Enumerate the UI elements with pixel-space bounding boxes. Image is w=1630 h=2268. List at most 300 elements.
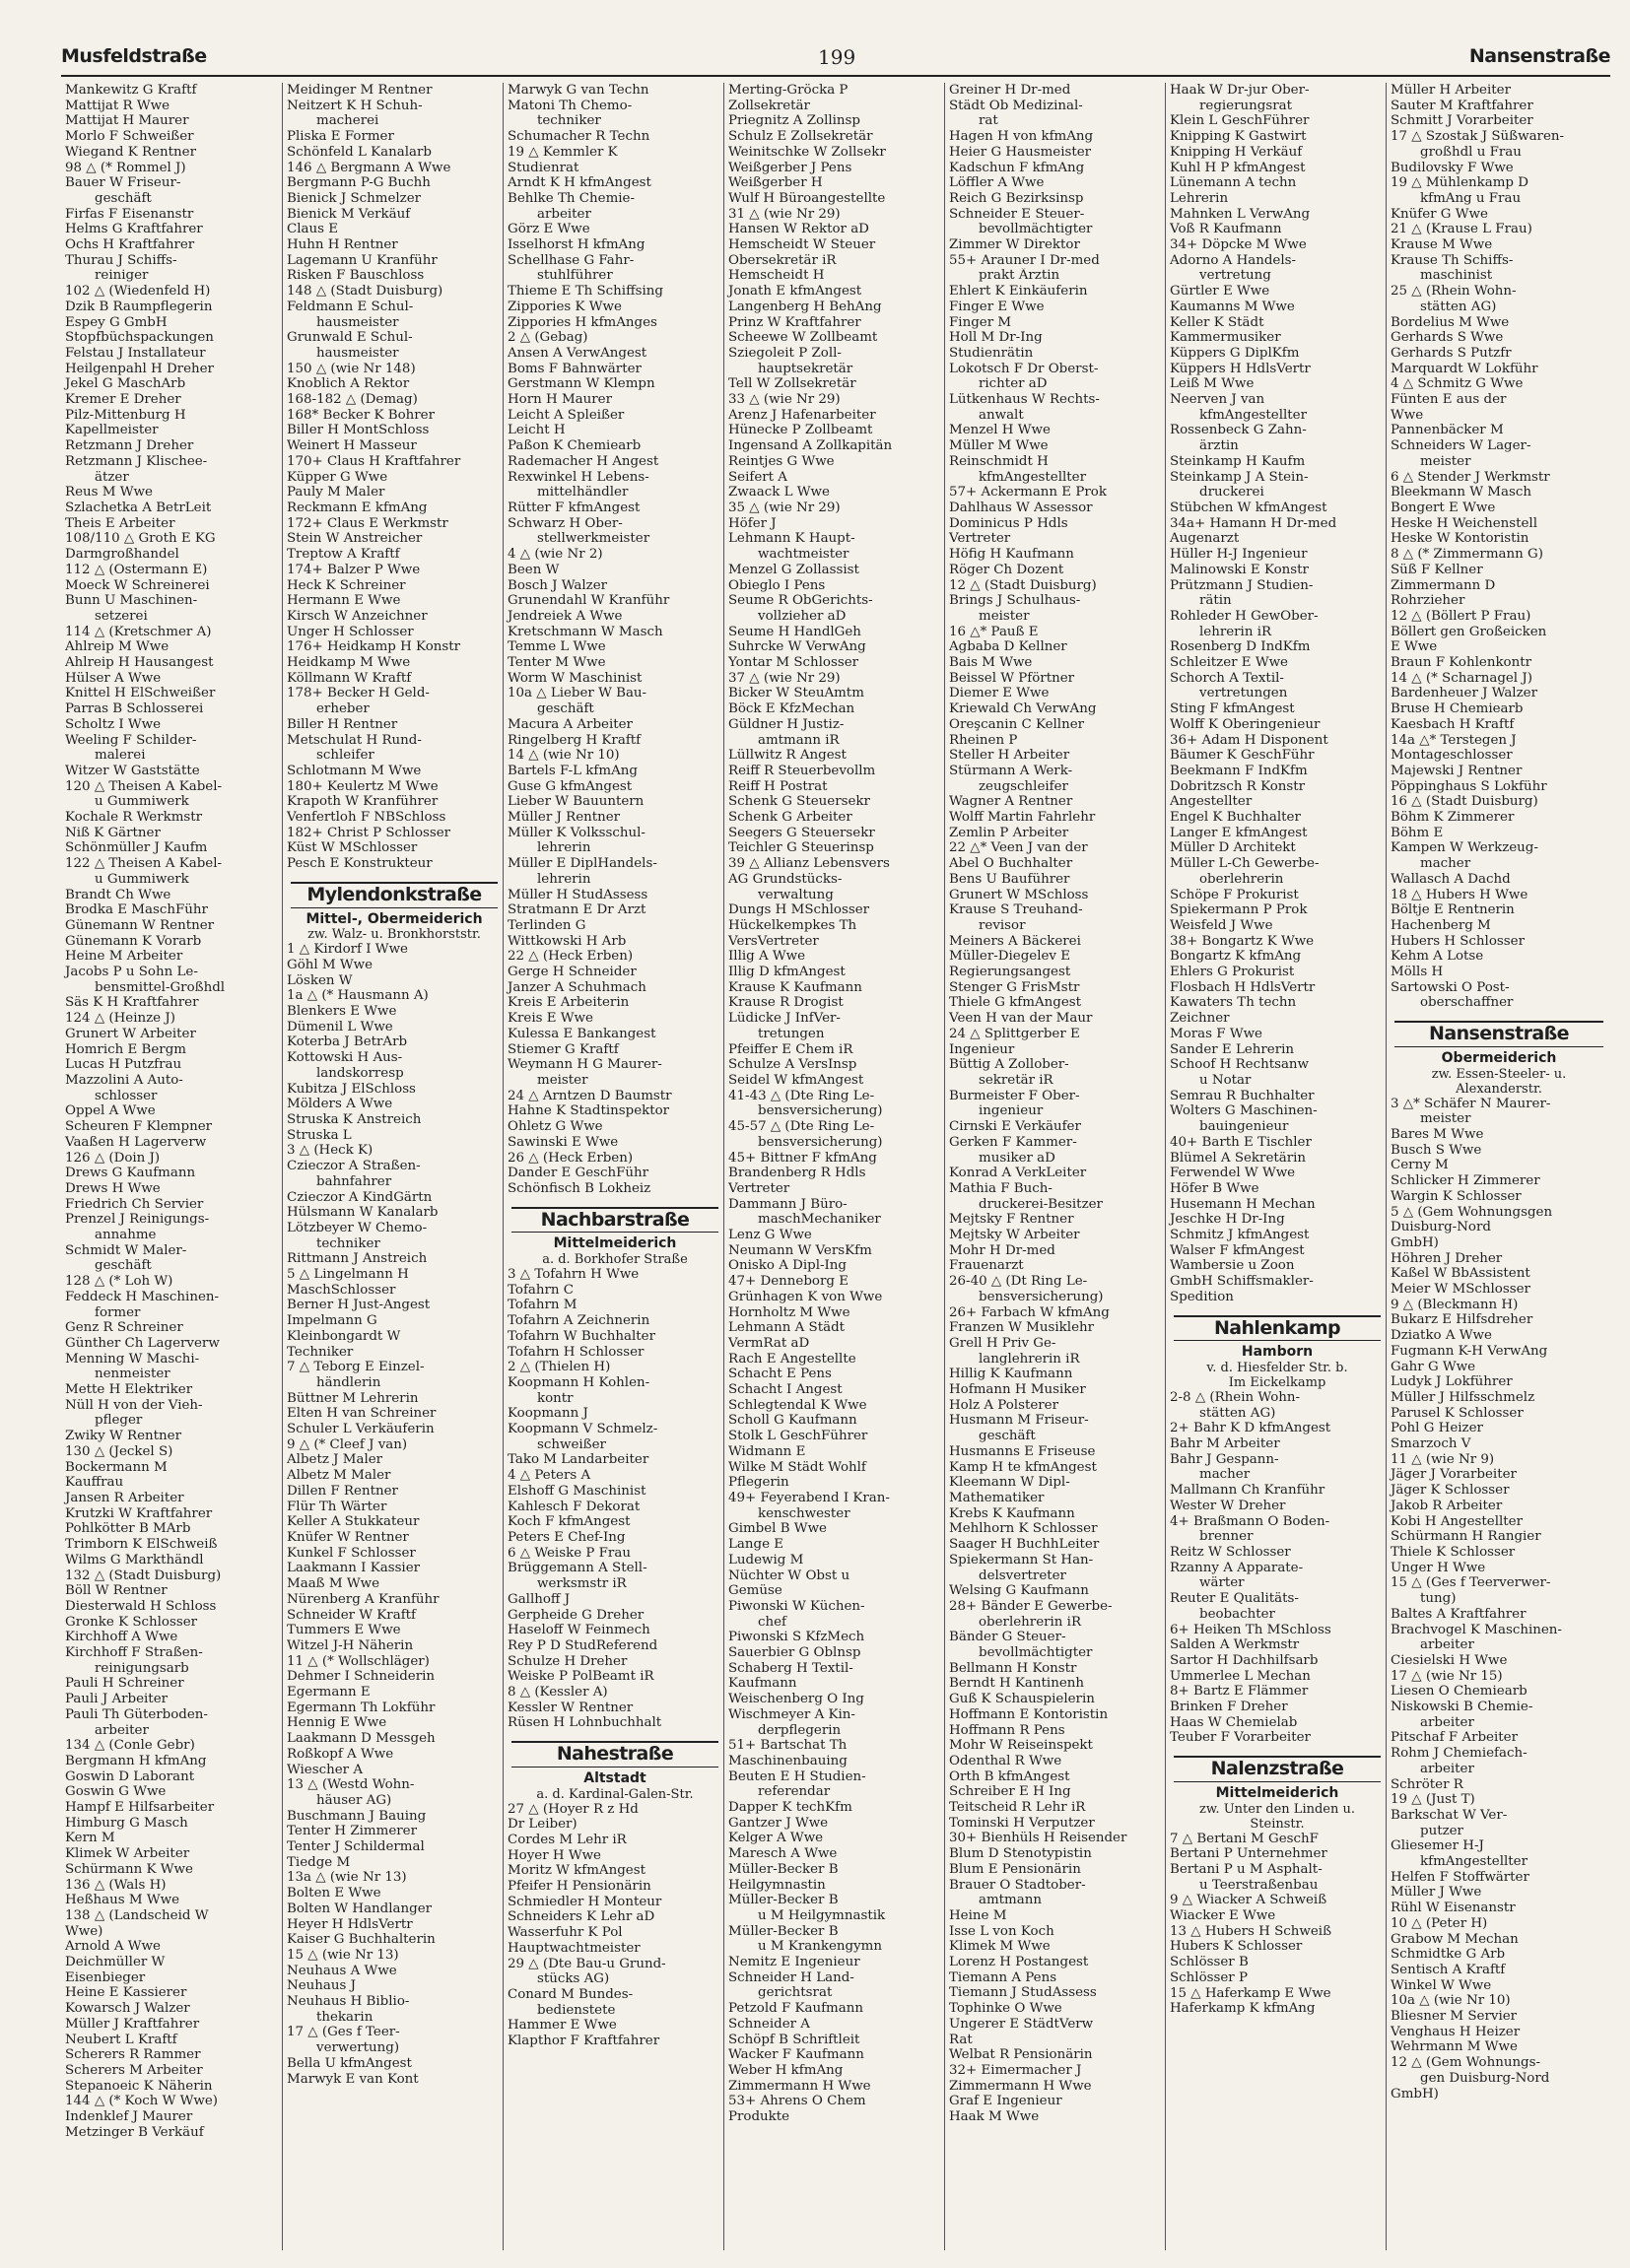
directory-entry: Suhrcke W VerwAng (728, 639, 866, 655)
directory-entry: Drews H Wwe (65, 1180, 161, 1196)
directory-entry: Lieber W Bauuntern (508, 794, 645, 810)
directory-entry: Hampf E Hilfsarbeiter (65, 1800, 215, 1816)
directory-entry: Kulessa E Bankangest (508, 1026, 656, 1041)
directory-entry: Szlachetka A BetrLeit (65, 500, 212, 515)
directory-entry: Fugmann K-H VerwAng (1391, 1343, 1548, 1359)
directory-entry: 27 △ (Hoyer R z Hd (508, 1801, 639, 1817)
directory-entry: Bockermann M (65, 1459, 168, 1475)
directory-entry: Egermann E (287, 1685, 371, 1701)
directory-entry: kfmAng u Frau (1420, 190, 1522, 206)
directory-entry: Schmidtke G Arb (1391, 1947, 1506, 1963)
directory-entry: 26 △ (Heck Erben) (508, 1150, 634, 1166)
directory-entry: Hachenberg M (1391, 917, 1491, 933)
directory-entry: Janzer A Schuhmach (508, 979, 646, 995)
entry-list (283, 83, 506, 872)
directory-entry: Schmitz J kfmAngest (1170, 1228, 1310, 1243)
directory-entry: Wulf H Büroangestellte (728, 190, 886, 206)
directory-entry: 132 △ (Stadt Duisburg) (65, 1568, 222, 1583)
directory-entry: Böllert gen Großeicken (1391, 624, 1547, 639)
directory-entry: derpflegerin (758, 1722, 842, 1738)
directory-entry: Ludewig M (728, 1552, 804, 1568)
directory-entry: Macura A Arbeiter (508, 716, 633, 732)
directory-entry: Wester W Dreher (1170, 1498, 1286, 1513)
directory-entry: Kaesbach H Kraftf (1391, 716, 1515, 732)
directory-entry: druckerei (1199, 485, 1264, 500)
directory-entry: revisor (979, 917, 1026, 933)
directory-entry: Hornholtz M Wwe (728, 1304, 850, 1320)
directory-entry: Yontar M Schlosser (728, 655, 859, 671)
directory-entry: Kadschun F kfmAng (949, 160, 1085, 175)
directory-entry: ingenieur (979, 1103, 1044, 1119)
directory-entry: Conard M Bundes- (508, 1986, 634, 2002)
directory-entry: Schacht E Pens (728, 1367, 832, 1382)
directory-entry: 28+ Bänder E Gewerbe- (949, 1598, 1113, 1614)
directory-entry: 19 △ Mühlenkamp D (1391, 175, 1529, 191)
directory-entry: Tofahrn A Zeichnerin (508, 1313, 650, 1329)
directory-entry: ätzer (95, 469, 129, 485)
directory-entry: reinigungsarb (95, 1660, 189, 1676)
district-label: Mittelmeiderich (1215, 1784, 1339, 1801)
directory-entry: Nüchter W Obst u (728, 1568, 850, 1583)
directory-entry: Zimmermann H Wwe (728, 2078, 871, 2094)
directory-entry: Adorno A Handels- (1170, 252, 1297, 268)
directory-entry: Stürmann A Werk- (949, 763, 1073, 778)
header-rule (61, 75, 1610, 77)
directory-entry: Lehmann A Städt (728, 1320, 846, 1336)
directory-entry: Rexwinkel H Lebens- (508, 469, 649, 485)
directory-entry: Dapper K techKfm (728, 1800, 852, 1816)
directory-entry: u M Heilgymnastik (758, 1907, 886, 1923)
directory-entry: Czieczor A Straßen- (287, 1159, 421, 1174)
column-3 (503, 83, 726, 2250)
directory-entry: maschinist (1420, 268, 1493, 284)
directory-entry: Buschmann J Bauing (287, 1808, 427, 1824)
directory-entry: Gallhoff J (508, 1591, 571, 1607)
directory-entry: Onisko A Dipl-Ing (728, 1258, 847, 1274)
directory-entry: Brandt Ch Wwe (65, 887, 171, 902)
directory-entry: Büttig A Zollober- (949, 1057, 1069, 1073)
directory-entry: Schuler L Verkäuferin (287, 1422, 435, 1437)
directory-entry: Ingensand A Zollkapitän (728, 438, 893, 454)
directory-entry: händlerin (316, 1374, 381, 1390)
directory-entry: 2 △ (Gebag) (508, 330, 588, 346)
directory-entry: setzerei (95, 608, 148, 624)
directory-entry: Schneider W Kraftf (287, 1607, 416, 1623)
directory-entry: Müller J Wwe (1391, 1885, 1482, 1901)
directory-entry: oberlehrerin iR (979, 1614, 1082, 1630)
directory-entry: u M Krankengymn (758, 1939, 882, 1955)
directory-entry: Dobritzsch R Konstr (1170, 778, 1306, 794)
directory-entry: bedienstete (537, 2002, 616, 2018)
directory-entry: Müller-Becker B (728, 1923, 839, 1939)
directory-entry: Bares M Wwe (1391, 1127, 1484, 1142)
street-heading-nansenstrasse: Nansenstraße (1394, 1021, 1603, 1047)
directory-entry: Heidkamp M Wwe (287, 655, 411, 671)
directory-entry: kfmAngestellter (979, 469, 1087, 485)
directory-entry: Smarzoch V (1391, 1436, 1471, 1452)
directory-entry: Höhren J Dreher (1391, 1250, 1503, 1266)
entry-list (1387, 1097, 1611, 2102)
directory-entry: Weißgerber H (728, 175, 823, 191)
directory-entry: Hoffmann R Pens (949, 1722, 1065, 1738)
directory-entry: prakt Ärztin (979, 268, 1060, 284)
directory-entry: Schoof H Rechtsanw (1170, 1057, 1310, 1073)
directory-entry: Indenklef J Maurer (65, 2109, 193, 2125)
directory-entry: referendar (758, 1784, 831, 1800)
directory-entry: Tenter H Zimmerer (287, 1824, 417, 1839)
directory-entry: Nürenberg A Kranführ (287, 1591, 440, 1607)
directory-entry: Graf E Ingenieur (949, 2094, 1062, 2109)
directory-entry: Hansen W Rektor aD (728, 222, 869, 237)
directory-entry: 14a △* Terstegen J (1391, 732, 1517, 748)
directory-entry: Bella U kfmAngest (287, 2055, 412, 2071)
directory-entry: Rühl W Eisenanstr (1391, 1901, 1516, 1916)
directory-entry: Piwonski W Küchen- (728, 1598, 865, 1614)
directory-entry: Himburg G Masch (65, 1815, 188, 1831)
directory-entry: Fünten E aus der (1391, 392, 1507, 408)
directory-entry: Brauer O Stadtober- (949, 1877, 1086, 1893)
directory-entry: Gantzer J Wwe (728, 1815, 829, 1831)
directory-entry: Schwarz H Ober- (508, 515, 623, 531)
directory-entry: Dehmer I Schneiderin (287, 1669, 436, 1685)
directory-entry: Schulz E Zollsekretär (728, 129, 873, 145)
directory-entry: 13a △ (wie Nr 13) (287, 1870, 407, 1886)
directory-entry: bensversicherung) (979, 1289, 1104, 1304)
directory-entry: Guse G kfmAngest (508, 778, 633, 794)
directory-entry: 55+ Arauner I Dr-med (949, 252, 1100, 268)
directory-entry: kenschwester (758, 1505, 850, 1521)
directory-entry: Schenk G Arbeiter (728, 810, 852, 826)
directory-entry: großhdl u Frau (1420, 144, 1522, 160)
directory-entry: zeugschleifer (979, 778, 1068, 794)
directory-entry: Zimmermann D (1391, 577, 1496, 593)
directory-entry: Schöpe F Prokurist (1170, 887, 1299, 902)
directory-entry: Weißgerber J Pens (728, 160, 852, 175)
directory-entry: Knoblich A Rektor (287, 376, 410, 392)
directory-entry: Stolk L GeschFührer (728, 1429, 868, 1444)
directory-entry: Gliesemer H-J (1391, 1838, 1484, 1854)
directory-entry: Semrau R Buchhalter (1170, 1088, 1315, 1103)
directory-entry: Tenter M Wwe (508, 655, 606, 671)
directory-entry: Tominski H Verputzer (949, 1815, 1095, 1831)
directory-entry: werksmstr iR (537, 1576, 627, 1592)
directory-entry: Frauenarzt (949, 1258, 1024, 1274)
directory-entry: Klein L GeschFührer (1170, 113, 1310, 129)
directory-entry: Brandenberg R Hdls (728, 1166, 866, 1181)
directory-entry: Arndt K H kfmAngest (508, 175, 651, 191)
directory-entry: Wwe (1391, 407, 1424, 423)
directory-entry: Mohr W Reiseinspekt (949, 1738, 1093, 1754)
directory-entry: 168-182 △ (Demag) (287, 392, 418, 408)
directory-entry: Finger E Wwe (949, 299, 1045, 314)
directory-entry: Worm W Maschinist (508, 670, 643, 686)
directory-entry: 172+ Claus E Werkmstr (287, 515, 448, 531)
directory-entry: Menzel G Zollassist (728, 562, 859, 577)
directory-entry: Böll W Rentner (65, 1583, 168, 1599)
directory-entry: Reitz W Schlosser (1170, 1544, 1291, 1560)
street-heading-mylendonkstrasse: Mylendonkstraße (291, 882, 498, 908)
directory-entry: Lokotsch F Dr Oberst- (949, 361, 1099, 376)
directory-entry: Schaberg H Textil- (728, 1660, 853, 1676)
directory-entry: Krause Th Schiffs- (1391, 252, 1514, 268)
directory-entry: Leiß M Wwe (1170, 376, 1255, 392)
directory-entry: Terlinden G (508, 917, 586, 933)
directory-entry: Pauly M Maler (287, 485, 385, 500)
directory-entry: 182+ Christ P Schlosser (287, 825, 451, 840)
street-section-note: zw. Walz- u. Bronkhorststr. (307, 927, 481, 943)
directory-entry: Kapellmeister (65, 423, 159, 438)
directory-entry: Thurau J Schiffs- (65, 252, 177, 268)
directory-entry: Küppers H HdlsVertr (1170, 361, 1311, 376)
entry-list (1166, 83, 1389, 1305)
directory-entry: oberlehrerin (1199, 871, 1284, 887)
directory-entry: bevollmächtigter (979, 222, 1093, 237)
directory-entry: Eisenbieger (65, 1969, 146, 1985)
directory-entry: VersVertreter (728, 933, 819, 949)
directory-entry: bahnfahrer (316, 1173, 392, 1189)
street-heading-nalenzstrasse: Nalenzstraße (1174, 1756, 1381, 1782)
directory-entry: Lötzbeyer W Chemo- (287, 1220, 428, 1235)
directory-entry: bauingenieur (1199, 1119, 1289, 1135)
directory-entry: gerichtsrat (758, 1985, 833, 2001)
directory-entry: Isselhorst H kfmAng (508, 237, 645, 253)
directory-entry: 22 △ (Heck Erben) (508, 949, 634, 965)
directory-entry: Pauli J Arbeiter (65, 1692, 169, 1707)
directory-entry: kfmAngestellter (1199, 407, 1308, 423)
directory-entry: Lenz G Wwe (728, 1228, 812, 1243)
entry-list (61, 83, 284, 2141)
directory-entry: Beekmann F IndKfm (1170, 763, 1308, 778)
entry-list (504, 1802, 726, 2049)
directory-entry: Holz A Polsterer (949, 1397, 1058, 1413)
directory-entry: Kremer E Dreher (65, 392, 181, 408)
directory-entry: Illig A Wwe (728, 949, 806, 965)
directory-entry: Mallmann Ch Kranführ (1170, 1483, 1325, 1499)
directory-entry: u Gummiwerk (95, 871, 189, 887)
directory-entry: Tofahrn H Schlosser (508, 1344, 645, 1360)
directory-entry: Rohrzieher (1391, 593, 1465, 609)
directory-entry: Steinkamp H Kaufm (1170, 453, 1306, 469)
directory-entry: techniker (316, 1235, 380, 1251)
directory-entry: Maschinenbauing (728, 1753, 848, 1768)
directory-entry: Menzel H Wwe (949, 423, 1051, 438)
directory-entry: Hüller H-J Ingenieur (1170, 547, 1308, 563)
directory-entry: Hermann E Wwe (287, 593, 401, 609)
directory-entry: 2+ Bahr K D kfmAngest (1170, 1421, 1331, 1436)
directory-entry: Knüfer W Rentner (287, 1529, 409, 1545)
directory-entry: Kammermusiker (1170, 330, 1281, 346)
entry-list (1387, 83, 1611, 1011)
directory-entry: Moritz W kfmAngest (508, 1863, 645, 1879)
directory-entry: Langer E kfmAngest (1170, 825, 1308, 840)
directory-entry: Kriewald Ch VerwAng (949, 701, 1097, 717)
directory-entry: Neumann W VersKfm (728, 1242, 872, 1258)
directory-entry: Heck K Schreiner (287, 577, 406, 593)
directory-entry: tretungen (758, 1026, 825, 1041)
directory-entry: Günther Ch Lagerverw (65, 1335, 220, 1351)
directory-entry: Schöpf B Schriftleit (728, 2032, 860, 2047)
directory-entry: meister (979, 608, 1030, 624)
directory-entry: Marwyk E van Kont (287, 2071, 419, 2087)
directory-entry: Veen H van der Maur (949, 1011, 1093, 1027)
directory-entry: Schulze A VersInsp (728, 1057, 857, 1073)
directory-entry: nenmeister (95, 1367, 170, 1382)
directory-entry: Cordes M Lehr iR (508, 1832, 627, 1847)
directory-entry: Bliesner M Servier (1391, 2009, 1518, 2025)
directory-entry: Lange E (728, 1537, 784, 1553)
directory-entry: 2-8 △ (Rhein Wohn- (1170, 1389, 1301, 1405)
directory-entry: Seidel W kfmAngest (728, 1073, 864, 1088)
directory-entry: Hülsmann W Kanalarb (287, 1205, 439, 1221)
directory-entry: Steinkamp J A Stein- (1170, 469, 1309, 485)
directory-entry: Maresch A Wwe (728, 1846, 838, 1862)
directory-entry: 45-57 △ (Dte Ring Le- (728, 1119, 875, 1135)
directory-entry: amtmann iR (758, 732, 840, 748)
directory-entry: Bauer W Friseur- (65, 175, 181, 191)
entry-list (1166, 1390, 1389, 1746)
directory-entry: Bunn U Maschinen- (65, 593, 198, 609)
directory-entry: Rittmann J Anstreich (287, 1251, 428, 1267)
directory-entry: Tiemann A Pens (949, 1969, 1057, 1985)
directory-entry: Heine E Kassierer (65, 1985, 187, 2001)
directory-entry: Gerpheide G Dreher (508, 1607, 645, 1623)
directory-entry: former (95, 1304, 141, 1320)
directory-entry: wärter (1199, 1575, 1245, 1591)
directory-entry: Struska L (287, 1127, 352, 1143)
directory-entry: Jäger J Vorarbeiter (1391, 1467, 1517, 1483)
directory-entry: 2 △ (Thielen H) (508, 1360, 611, 1375)
directory-entry: Goswin D Laborant (65, 1768, 195, 1784)
directory-entry: Mazzolini A Auto- (65, 1073, 183, 1088)
directory-entry: Wehrmann M Wwe (1391, 2039, 1518, 2055)
directory-entry: 47+ Denneborg E (728, 1274, 849, 1290)
directory-entry: Zwaack L Wwe (728, 485, 830, 500)
directory-entry: beobachter (1199, 1606, 1275, 1622)
street-section-note: zw. Essen-Steeler- u. (1431, 1066, 1567, 1082)
entry-list (504, 1267, 726, 1731)
directory-entry: Mehlhorn K Schlosser (949, 1521, 1098, 1537)
directory-entry: Stiemer G Kraftf (508, 1041, 619, 1057)
directory-entry: Mölls H (1391, 965, 1444, 980)
directory-entry: macher (1199, 1467, 1251, 1483)
directory-entry: Kaufmann (728, 1676, 797, 1692)
directory-entry: Nüll H von der Vieh- (65, 1397, 203, 1413)
directory-entry: Vaaßen H Lagerverw (65, 1134, 207, 1150)
directory-entry: Peters E Chef-Ing (508, 1529, 626, 1545)
directory-entry: verwertung) (316, 2040, 400, 2056)
directory-entry: Grunert W Arbeiter (65, 1026, 196, 1041)
directory-entry: geschäft (537, 701, 594, 717)
directory-entry: 134 △ (Conle Gebr) (65, 1738, 195, 1754)
directory-entry: Wilke M Städt Wohlf (728, 1459, 866, 1475)
directory-entry: geschäft (95, 1258, 152, 1274)
directory-entry: Lüllwitz R Angest (728, 748, 847, 764)
directory-entry: Gimbel B Wwe (728, 1521, 827, 1537)
directory-entry: Ungerer E StädtVerw (949, 2016, 1094, 2032)
directory-entry: regierungsrat (1199, 98, 1292, 113)
directory-entry: Schorch A Textil- (1170, 670, 1284, 686)
directory-entry: Beuten E H Studien- (728, 1768, 866, 1784)
directory-entry: Elten H van Schreiner (287, 1406, 437, 1422)
directory-entry: MaschSchlosser (287, 1282, 396, 1298)
directory-entry: 57+ Ackermann E Prok (949, 485, 1107, 500)
directory-entry: Claus E (287, 222, 339, 237)
directory-entry: 120 △ Theisen A Kabel- (65, 778, 223, 794)
directory-entry: Schneider A (728, 2016, 810, 2032)
directory-entry: Reiff H Postrat (728, 778, 828, 794)
directory-entry: druckerei-Besitzer (979, 1196, 1103, 1212)
directory-entry: Schreiber E H Ing (949, 1784, 1071, 1800)
directory-entry: 6+ Heiken Th MSchloss (1170, 1622, 1331, 1637)
directory-entry: Neuhaus H Biblio- (287, 1994, 410, 2010)
directory-entry: 13 △ Hubers H Schweiß (1170, 1923, 1332, 1939)
directory-entry: Pannenbäcker M (1391, 423, 1504, 438)
directory-entry: kontr (537, 1390, 574, 1406)
column-4 (723, 83, 947, 2250)
directory-entry: Walser F kfmAngest (1170, 1242, 1305, 1258)
directory-entry: Neuhaus J (287, 1978, 356, 1994)
directory-entry: Dr Leiber) (508, 1817, 577, 1833)
directory-entry: Seifert A (728, 469, 787, 485)
directory-entry: Löffler A Wwe (949, 175, 1045, 191)
directory-entry: 7 △ Bertani M GeschF (1170, 1831, 1319, 1846)
directory-entry: Egermann Th Lokführ (287, 1700, 436, 1715)
directory-entry: 1a △ (* Hausmann A) (287, 988, 429, 1004)
directory-entry: Blum E Pensionärin (949, 1861, 1081, 1877)
directory-entry: Budilovsky F Wwe (1391, 160, 1514, 175)
directory-entry: Küst W MSchlosser (287, 840, 418, 856)
directory-entry: Konrad A VerkLeiter (949, 1166, 1087, 1181)
directory-entry: Wacker F Kaufmann (728, 2047, 864, 2063)
directory-entry: bevollmächtigter (979, 1645, 1093, 1661)
directory-entry: Weischenberg O Ing (728, 1692, 864, 1707)
street-section-note: Alexanderstr. (1456, 1081, 1542, 1097)
directory-entry: Pauli H Schreiner (65, 1676, 184, 1692)
directory-entry: anwalt (979, 407, 1024, 423)
directory-entry: Bais M Wwe (949, 655, 1033, 671)
directory-entry: 126 △ (Doin J) (65, 1150, 161, 1166)
directory-entry: Voß R Kaufmann (1170, 222, 1282, 237)
directory-entry: Genz R Schreiner (65, 1320, 183, 1336)
directory-entry: Obieglo I Pens (728, 577, 826, 593)
directory-entry: Pohlkötter B MArb (65, 1521, 191, 1537)
directory-entry: vollzieher aD (758, 608, 847, 624)
directory-entry: Braun F Kohlenkontr (1391, 655, 1532, 671)
directory-entry: Hahne K Stadtinspektor (508, 1103, 670, 1119)
directory-entry: Dammann J Büro- (728, 1196, 848, 1212)
directory-entry: Bartels F-L kfmAng (508, 763, 638, 778)
directory-entry: Wolff K Oberingenieur (1170, 716, 1321, 732)
directory-entry: geschäft (979, 1429, 1036, 1444)
directory-entry: Studienrat (508, 160, 579, 175)
directory-entry: Meiners A Bäckerei (949, 933, 1081, 949)
directory-entry: Unger H Schlosser (287, 624, 414, 639)
directory-entry: Sentisch A Kraftf (1391, 1962, 1506, 1977)
directory-entry: Felstau J Installateur (65, 345, 206, 361)
directory-entry: Salden A Werkmstr (1170, 1637, 1300, 1653)
directory-entry: Sziegoleit P Zoll- (728, 345, 842, 361)
directory-entry: Heyer H HdlsVertr (287, 1916, 413, 1932)
directory-entry: E Wwe (1391, 639, 1438, 655)
directory-entry: 41-43 △ (Dte Ring Le- (728, 1088, 875, 1103)
directory-entry: Berndt H Kantinenh (949, 1676, 1085, 1692)
directory-entry: Jonath E kfmAngest (728, 284, 862, 300)
directory-entry: Wiacker E Wwe (1170, 1908, 1276, 1924)
directory-entry: Dahlhaus W Assessor (949, 500, 1093, 515)
directory-entry: 174+ Balzer P Wwe (287, 562, 421, 577)
directory-entry: 3 △* Schäfer N Maurer- (1391, 1096, 1551, 1111)
directory-entry: Ehlers G Prokurist (1170, 965, 1295, 980)
